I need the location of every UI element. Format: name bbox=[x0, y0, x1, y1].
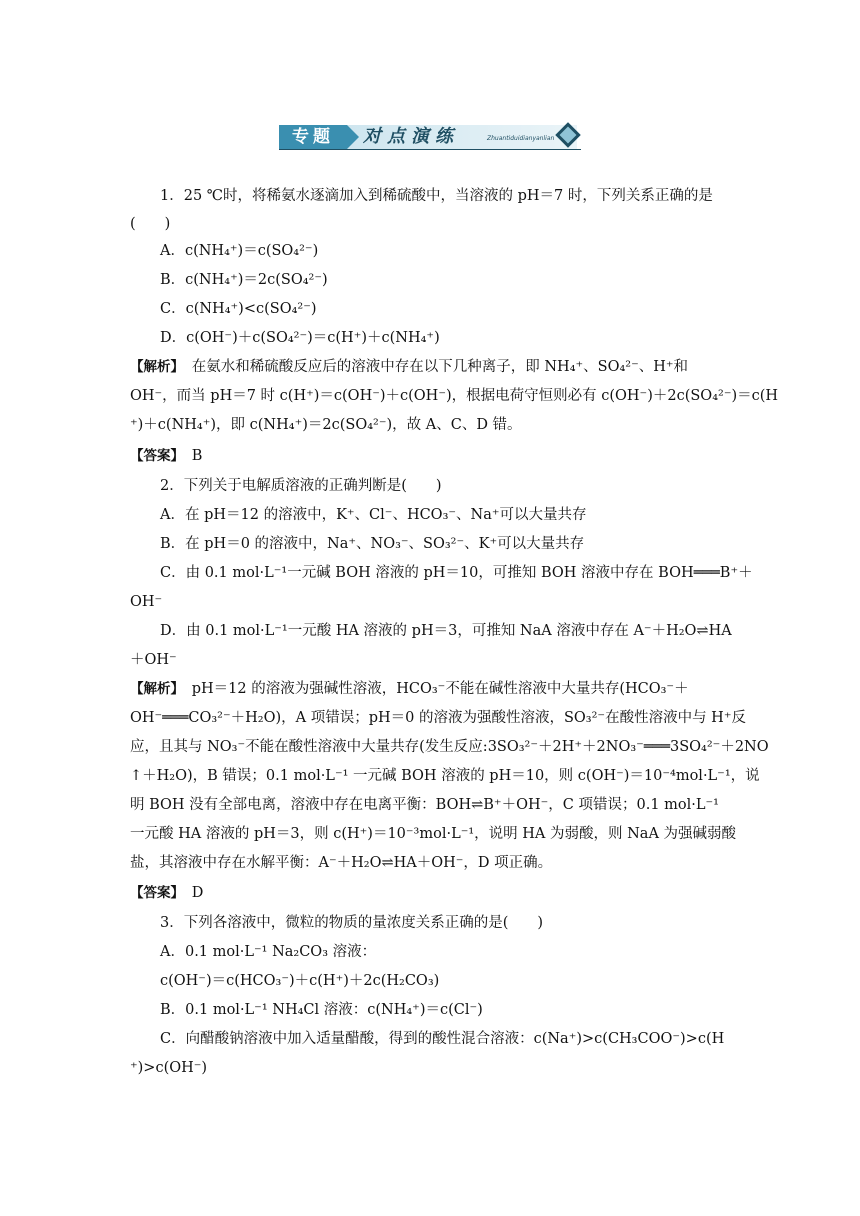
text-line-a2a bbox=[130, 679, 689, 699]
line-text: C．向醋酸钠溶液中加入适量醋酸，得到的酸性混合溶液：c(Na⁺)>c(CH₃COO⁻)>c(H bbox=[160, 1031, 725, 1047]
line-text: 一元酸 HA 溶液的 pH＝3，则 c(H⁺)＝10⁻³mol·L⁻¹，说明 HA 为弱酸，则 NaA 为强碱弱酸 bbox=[130, 826, 737, 842]
text-line-q1A bbox=[160, 241, 318, 261]
text-line-q3Aa bbox=[160, 942, 376, 962]
banner-title: 对点演练 bbox=[363, 126, 459, 147]
line-text: B bbox=[177, 448, 203, 464]
text-line-q2 bbox=[160, 476, 442, 496]
text-line-k1 bbox=[130, 446, 202, 466]
text-line-q2B bbox=[160, 534, 584, 554]
line-text: 2．下列关于电解质溶液的正确判断是( ) bbox=[160, 478, 442, 494]
text-line-q1b bbox=[130, 214, 170, 234]
line-text: OH⁻ bbox=[130, 594, 163, 610]
text-line-q2Da bbox=[160, 621, 732, 641]
line-text: D．c(OH⁻)＋c(SO₄²⁻)＝c(H⁺)＋c(NH₄⁺) bbox=[160, 330, 440, 346]
line-text: A．0.1 mol·L⁻¹ Na₂CO₃ 溶液： bbox=[160, 944, 377, 960]
line-text: ＋OH⁻ bbox=[130, 652, 177, 668]
line-text: ⁺)>c(OH⁻) bbox=[130, 1060, 208, 1076]
text-line-a2g bbox=[130, 853, 552, 873]
section-tag: 【答案】 bbox=[130, 448, 178, 464]
text-line-a1b bbox=[130, 386, 778, 406]
line-text: D．由 0.1 mol·L⁻¹一元酸 HA 溶液的 pH＝3，可推知 NaA 溶液中存在 A⁻＋H₂O⇌HA bbox=[160, 623, 732, 639]
section-tag: 【解析】 bbox=[130, 681, 178, 697]
line-text: C．由 0.1 mol·L⁻¹一元碱 BOH 溶液的 pH＝10，可推知 BOH 溶液中存在 BOH═══B⁺＋ bbox=[160, 565, 753, 581]
line-text: 明 BOH 没有全部电离，溶液中存在电离平衡：BOH⇌B⁺＋OH⁻，C 项错误；0.1 mol·L⁻¹ bbox=[130, 797, 719, 813]
line-text: D bbox=[177, 885, 204, 901]
text-line-q3Cb bbox=[130, 1058, 207, 1078]
text-line-a2f bbox=[130, 824, 736, 844]
text-line-q2A bbox=[160, 505, 587, 525]
text-line-q2Db bbox=[130, 650, 177, 670]
text-line-q3Ca bbox=[160, 1029, 724, 1049]
line-text: A．在 pH＝12 的溶液中，K⁺、Cl⁻、HCO₃⁻、Na⁺可以大量共存 bbox=[160, 507, 587, 523]
text-line-q2Ca bbox=[160, 563, 753, 583]
line-text: c(OH⁻)＝c(HCO₃⁻)＋c(H⁺)＋2c(H₂CO₃) bbox=[160, 973, 440, 989]
text-line-a2e bbox=[130, 795, 719, 815]
banner-pinyin: Zhuantiduidianyanlian bbox=[487, 135, 555, 142]
line-text: OH⁻═══CO₃²⁻＋H₂O)，A 项错误；pH＝0 的溶液为强酸性溶液，SO₃²⁻在酸性溶液中与 H⁺反 bbox=[130, 710, 746, 726]
line-text: B．在 pH＝0 的溶液中，Na⁺、NO₃⁻、SO₃²⁻、K⁺可以大量共存 bbox=[160, 536, 585, 552]
line-text: ( ) bbox=[130, 216, 171, 232]
line-text: A．c(NH₄⁺)＝c(SO₄²⁻) bbox=[160, 243, 319, 259]
line-text: OH⁻，而当 pH＝7 时 c(H⁺)＝c(OH⁻)＋c(OH⁻)，根据电荷守恒则必有 c(OH⁻)＋2c(SO₄²⁻)＝c(H bbox=[130, 388, 779, 404]
text-line-q3Ab bbox=[160, 971, 439, 991]
text-line-q1B bbox=[160, 270, 328, 290]
section-tag: 【解析】 bbox=[130, 359, 178, 375]
text-line-a1a bbox=[130, 357, 688, 377]
text-line-a2d bbox=[130, 766, 760, 786]
text-line-q3B bbox=[160, 1000, 483, 1020]
banner-label: 专题 bbox=[279, 125, 347, 149]
text-line-a1c bbox=[130, 415, 522, 435]
line-text: ⁺)＋c(NH₄⁺)，即 c(NH₄⁺)＝2c(SO₄²⁻)，故 A、C、D 错。 bbox=[130, 417, 522, 433]
line-text: 应，且其与 NO₃⁻不能在酸性溶液中大量共存(发生反应:3SO₃²⁻＋2H⁺＋2NO₃⁻═══3SO₄²⁻＋2NO bbox=[130, 739, 769, 755]
text-line-a2c bbox=[130, 737, 769, 757]
section-tag: 【答案】 bbox=[130, 885, 178, 901]
line-text: B．c(NH₄⁺)＝2c(SO₄²⁻) bbox=[160, 272, 328, 288]
line-text: 盐，其溶液中存在水解平衡：A⁻＋H₂O⇌HA＋OH⁻，D 项正确。 bbox=[130, 855, 553, 871]
text-line-q2Cb bbox=[130, 592, 162, 612]
line-text: pH＝12 的溶液为强碱性溶液，HCO₃⁻不能在碱性溶液中大量共存(HCO₃⁻＋ bbox=[177, 681, 689, 697]
text-line-q3 bbox=[160, 913, 543, 933]
line-text: ↑＋H₂O)，B 错误；0.1 mol·L⁻¹ 一元碱 BOH 溶液的 pH＝10，则 c(OH⁻)＝10⁻⁴mol·L⁻¹，说 bbox=[130, 768, 760, 784]
line-text: 在氨水和稀硫酸反应后的溶液中存在以下几种离子，即 NH₄⁺、SO₄²⁻、H⁺和 bbox=[177, 359, 689, 375]
line-text: B．0.1 mol·L⁻¹ NH₄Cl 溶液：c(NH₄⁺)＝c(Cl⁻) bbox=[160, 1002, 483, 1018]
line-text: 3．下列各溶液中，微粒的物质的量浓度关系正确的是( ) bbox=[160, 915, 544, 931]
text-line-q1a bbox=[160, 186, 713, 206]
line-text: 1．25 ℃时，将稀氨水逐滴加入到稀硫酸中，当溶液的 pH＝7 时，下列关系正确的是 bbox=[160, 188, 713, 204]
text-line-q1D bbox=[160, 328, 440, 348]
text-line-k2 bbox=[130, 883, 203, 903]
section-banner bbox=[279, 124, 581, 150]
line-text: C．c(NH₄⁺)<c(SO₄²⁻) bbox=[160, 301, 317, 317]
text-line-q1C bbox=[160, 299, 317, 319]
banner-underline bbox=[279, 149, 581, 150]
text-line-a2b bbox=[130, 708, 746, 728]
